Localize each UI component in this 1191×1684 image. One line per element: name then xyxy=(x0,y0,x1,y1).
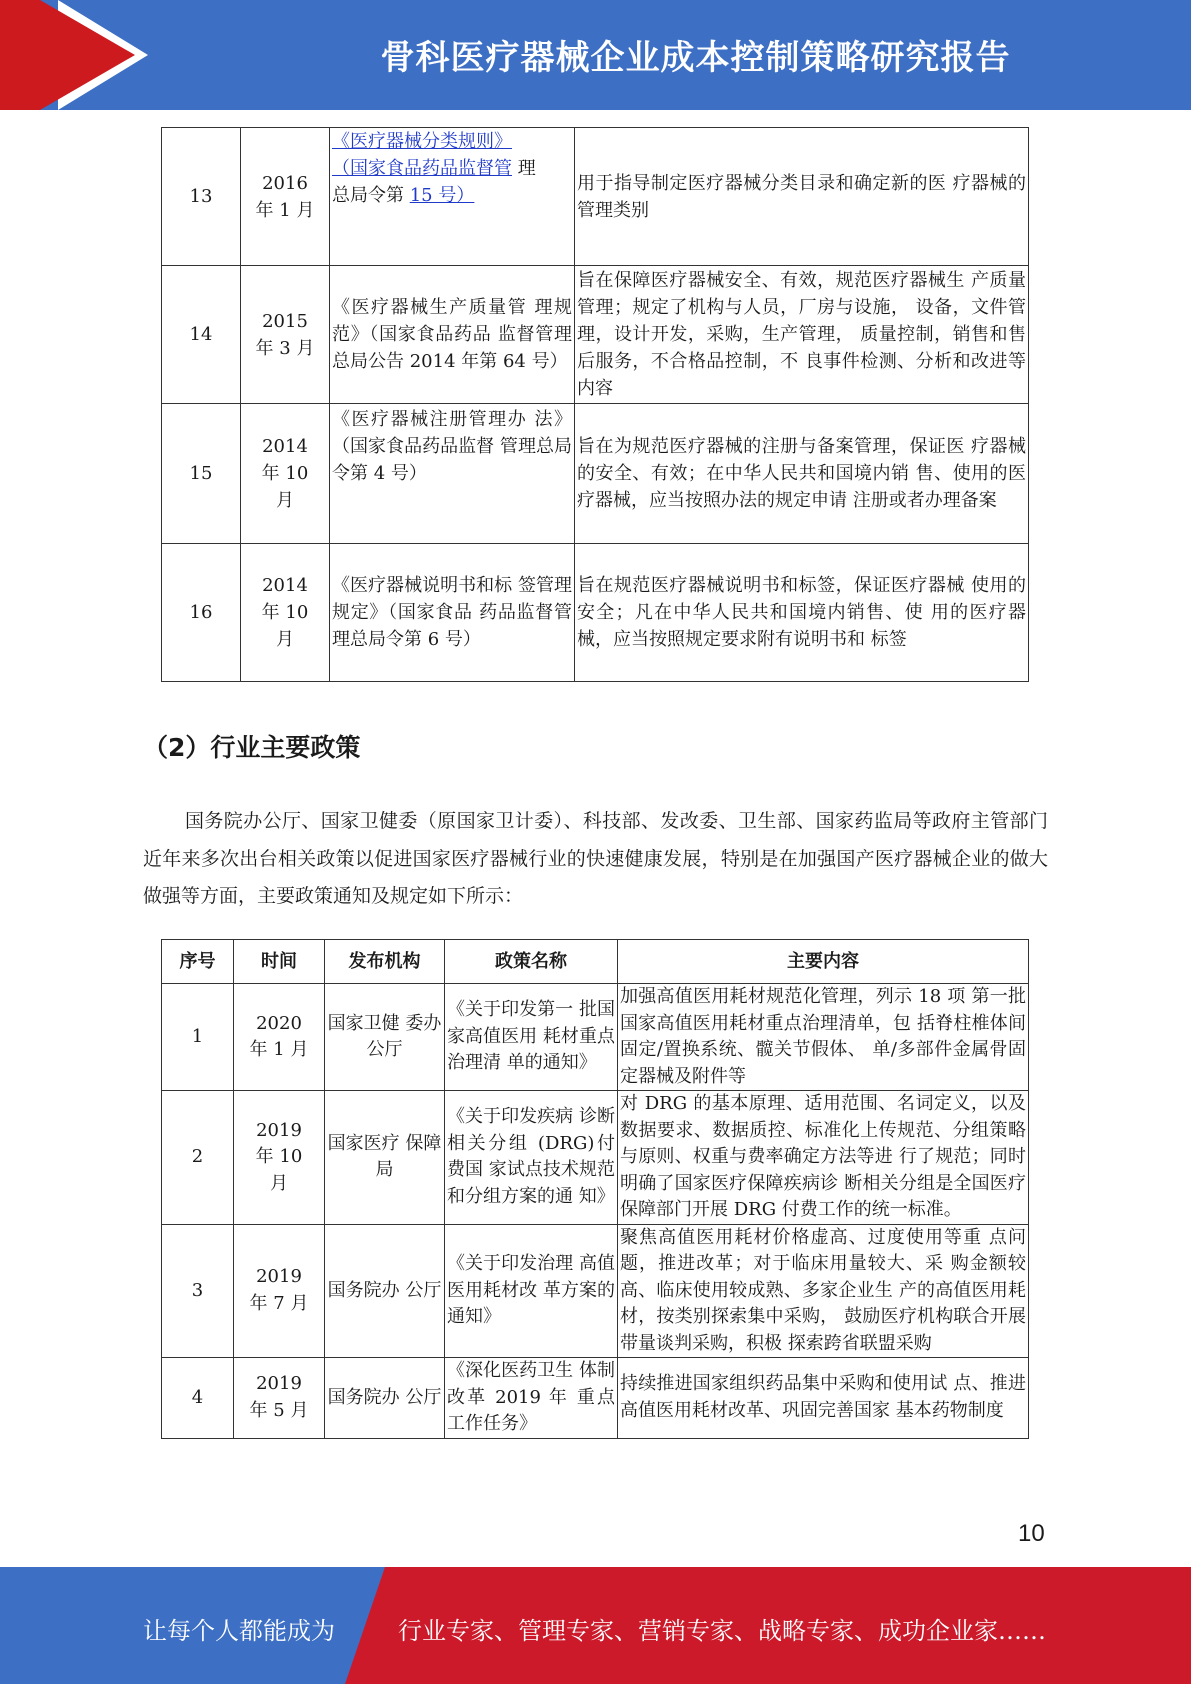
header-chevron-red xyxy=(40,0,135,110)
table-row xyxy=(162,404,1029,544)
date-year: 2014 xyxy=(262,575,308,596)
header-red-block xyxy=(0,0,40,110)
date-month: 年 3 月 xyxy=(255,337,315,359)
row-date xyxy=(241,404,330,544)
header-time: 时间 xyxy=(234,940,325,984)
regulation-name: 《医疗器械说明书和标 签管理规定》（国家食品 药品监督管理总局令第 6 号） xyxy=(330,544,575,682)
footer-blue-slant xyxy=(345,1567,385,1684)
time-year: 2019 xyxy=(256,1119,302,1141)
date-month-suffix: 月 xyxy=(276,490,294,511)
time-month: 年 7 月 xyxy=(249,1292,309,1314)
row-time xyxy=(234,1091,325,1225)
row-date xyxy=(241,266,330,404)
row-number: 15 xyxy=(162,404,241,544)
header-org: 发布机构 xyxy=(325,940,445,984)
page-number: 10 xyxy=(1018,1520,1045,1547)
row-number: 3 xyxy=(162,1224,234,1358)
regulation-link[interactable]: 15 号） xyxy=(409,185,475,206)
table-row xyxy=(162,266,1029,404)
header-no: 序号 xyxy=(162,940,234,984)
date-month: 年 10 xyxy=(261,602,309,623)
policy-table xyxy=(161,939,1029,1439)
date-month: 年 1 月 xyxy=(255,199,315,221)
row-time xyxy=(234,1358,325,1439)
name-fragment: 理 xyxy=(512,158,536,179)
regulation-link[interactable]: 《医疗器械分类规则》 xyxy=(332,131,512,152)
table-row xyxy=(162,1091,1029,1225)
row-content: 聚焦高值医用耗材价格虚高、过度使用等重 点问题，推进改革；对于临床用量较大、采 购金额较高、临床使用较成熟、多家企业生 产的高值医用耗材，按类别探索集中采购， 鼓励医疗机构联合开展带量谈判采购，积极 探索跨省联盟采购 xyxy=(618,1224,1029,1358)
header-policy: 政策名称 xyxy=(445,940,618,984)
regulation-description: 用于指导制定医疗器械分类目录和确定新的医 疗器械的管理类别 xyxy=(575,128,1029,266)
date-year: 2016 xyxy=(262,172,308,194)
time-month: 年 10 xyxy=(255,1146,303,1167)
row-number: 14 xyxy=(162,266,241,404)
table-header-row xyxy=(162,940,1029,984)
table-row xyxy=(162,1224,1029,1358)
row-org: 国务院办 公厅 xyxy=(325,1224,445,1358)
date-month-suffix: 月 xyxy=(276,629,294,650)
time-month: 年 1 月 xyxy=(249,1039,309,1060)
row-org: 国家卫健 委办公厅 xyxy=(325,984,445,1091)
time-year: 2019 xyxy=(256,1266,302,1288)
row-policy: 《关于印发疾病 诊断相关分组 (DRG)付费国 家试点技术规范 和分组方案的通 知》 xyxy=(445,1091,618,1225)
row-org: 国家医疗 保障局 xyxy=(325,1091,445,1225)
row-policy: 《关于印发第一 批国家高值医用 耗材重点治理清 单的通知》 xyxy=(445,984,618,1091)
row-date xyxy=(241,544,330,682)
regulation-name: 《医疗器械注册管理办 法》（国家食品药品监督 管理总局令第 4 号） xyxy=(330,404,575,544)
row-policy: 《深化医药卫生 体制改革 2019 年 重点工作任务》 xyxy=(445,1358,618,1439)
name-fragment: 总局令第 xyxy=(332,185,410,206)
intro-paragraph: 国务院办公厅、国家卫健委（原国家卫计委）、科技部、发改委、卫生部、国家药监局等政府主管部门近年来多次出台相关政策以促进国家医疗器械行业的快速健康发展，特别是在加强国产医疗器械企业的做大做强等方面，主要政策通知及规定如下所示： xyxy=(143,810,1048,907)
row-time xyxy=(234,1224,325,1358)
page-header xyxy=(0,0,1191,110)
date-month: 年 10 xyxy=(261,463,309,484)
time-year: 2019 xyxy=(256,1373,302,1395)
row-content: 持续推进国家组织药品集中采购和使用试 点、推进高值医用耗材改革、巩固完善国家 基本药物制度 xyxy=(618,1358,1029,1439)
row-content: 加强高值医用耗材规范化管理，列示 18 项 第一批国家高值医用耗材重点治理清单，包 括脊柱椎体间固定/置换系统、髋关节假体、 单/多部件金属骨固定器械及附件等 xyxy=(618,984,1029,1091)
row-number: 16 xyxy=(162,544,241,682)
table-row xyxy=(162,1358,1029,1439)
row-org: 国务院办 公厅 xyxy=(325,1358,445,1439)
table-row xyxy=(162,128,1029,266)
regulations-table xyxy=(161,127,1029,682)
regulation-name xyxy=(330,128,575,266)
time-month: 年 5 月 xyxy=(249,1399,309,1421)
footer-slogan-right: 行业专家、管理专家、营销专家、战略专家、成功企业家…… xyxy=(398,1617,1046,1645)
report-title: 骨科医疗器械企业成本控制策略研究报告 xyxy=(380,38,1011,78)
header-content: 主要内容 xyxy=(618,940,1029,984)
footer-slogan-left: 让每个人都能成为 xyxy=(143,1617,335,1645)
table-row xyxy=(162,544,1029,682)
row-number: 2 xyxy=(162,1091,234,1225)
time-year: 2020 xyxy=(256,1012,302,1034)
row-time xyxy=(234,984,325,1091)
page-footer xyxy=(0,1567,1191,1684)
table-row xyxy=(162,984,1029,1091)
regulation-name: 《医疗器械生产质量管 理规范》（国家食品药品 监督管理总局公告 2014 年第 64 号） xyxy=(330,266,575,404)
row-content: 对 DRG 的基本原理、适用范围、名词定义，以及数据要求、数据质控、标准化上传规范、分组策略与原则、权重与费率确定方法等进 行了规范；同时明确了国家医疗保障疾病诊 断相关分组是全国医疗保障部门开展 DRG 付费工作的统一标准。 xyxy=(618,1091,1029,1225)
row-date xyxy=(241,128,330,266)
regulation-description: 旨在为规范医疗器械的注册与备案管理，保证医 疗器械的安全、有效；在中华人民共和国境内销 售、使用的医疗器械，应当按照办法的规定申请 注册或者办理备案 xyxy=(575,404,1029,544)
date-year: 2014 xyxy=(262,436,308,457)
row-policy: 《关于印发治理 高值医用耗材改 革方案的通知》 xyxy=(445,1224,618,1358)
section-heading: （2）行业主要政策 xyxy=(143,733,361,762)
row-number: 13 xyxy=(162,128,241,266)
time-month-suffix: 月 xyxy=(270,1172,288,1194)
regulation-description: 旨在保障医疗器械安全、有效，规范医疗器械生 产质量管理；规定了机构与人员，厂房与设施， 设备，文件管理，设计开发，采购，生产管理， 质量控制，销售和售后服务，不合格品控制，不 良事件检测、分析和改进等内容 xyxy=(575,266,1029,404)
row-number: 1 xyxy=(162,984,234,1091)
regulation-link[interactable]: （国家食品药品监督管 xyxy=(332,158,512,179)
regulation-description: 旨在规范医疗器械说明书和标签，保证医疗器械 使用的安全；凡在中华人民共和国境内销售、使 用的医疗器械，应当按照规定要求附有说明书和 标签 xyxy=(575,544,1029,682)
row-number: 4 xyxy=(162,1358,234,1439)
date-year: 2015 xyxy=(262,310,308,332)
